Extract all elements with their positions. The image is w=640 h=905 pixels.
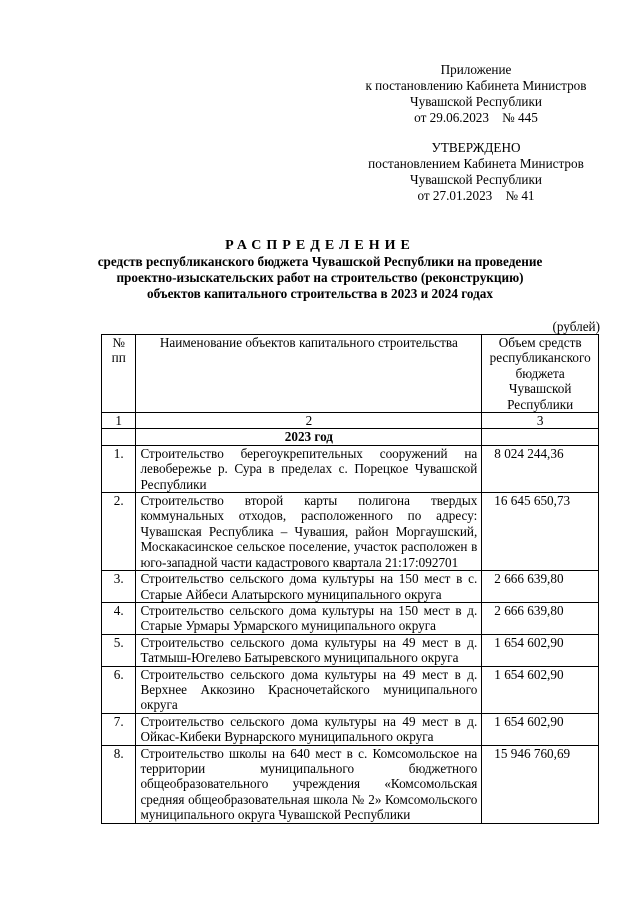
table-row [102,571,599,603]
row-object-name: Строительство сельского дома культуры на 49 мест в д. Верхнее Аккозино Красночетайского муниципального округа [136,666,482,713]
row-number: 2. [102,493,136,571]
approved-line-2: постановлением Кабинета Министров [368,156,584,171]
column-number-3: 3 [482,413,599,429]
approved-block [352,140,600,204]
row-number: 6. [102,666,136,713]
appendix-line-1: Приложение [440,62,512,77]
column-number-2: 2 [136,413,482,429]
column-number-1: 1 [102,413,136,429]
subtitle-line-2: проектно-изыскательских работ на строительство (реконструкцию) [116,270,524,285]
appendix-line-4: от 29.06.2023 № 445 [414,110,538,125]
row-object-name: Строительство сельского дома культуры на 150 мест в с. Старые Айбеси Алатырского муниципального округа [136,571,482,603]
distribution-table [101,334,599,824]
row-number: 1. [102,445,136,492]
document-title: РАСПРЕДЕЛЕНИЕ [225,238,415,253]
table-row [102,745,599,823]
column-number-row [102,413,599,429]
row-amount: 8 024 244,36 [482,445,599,492]
row-amount: 2 666 639,80 [482,571,599,603]
year-row [102,429,599,445]
appendix-line-3: Чувашской Республики [410,94,542,109]
header-number: № пп [102,335,136,413]
subtitle-line-3: объектов капитального строительства в 2023 и 2024 годах [147,286,493,301]
table-row [102,445,599,492]
header-amount: Объем средств республиканского бюджета Чувашской Республики [482,335,599,413]
appendix-line-2: к постановлению Кабинета Министров [365,78,587,93]
row-object-name: Строительство второй карты полигона твердых коммунальных отходов, расположенного по адресу: Чувашская Республика – Чувашия, район Моргаушский, Москакасинское сельское поселение, участок расположен в юго-западной части кадастрового квартала 21:17:092701 [136,493,482,571]
row-number: 8. [102,745,136,823]
table-header-row [102,335,599,413]
subtitle-line-1: средств республиканского бюджета Чувашской Республики на проведение [97,254,543,269]
table-row [102,602,599,634]
row-number: 5. [102,634,136,666]
row-amount: 1 654 602,90 [482,666,599,713]
header-object-name: Наименование объектов капитального строительства [136,335,482,413]
document-subtitle [0,254,640,302]
year-label: 2023 год [136,429,482,445]
row-object-name: Строительство сельского дома культуры на 49 мест в д. Ойкас-Кибеки Вурнарского муниципального округа [136,713,482,745]
row-amount: 15 946 760,69 [482,745,599,823]
row-object-name: Строительство школы на 640 мест в с. Комсомольское на территории муниципального бюджетного общеобразовательного учреждения «Комсомольская средняя общеобразовательная школа № 2» Комсомольского муниципального округа Чувашской Республики [136,745,482,823]
appendix-block [352,62,600,126]
row-number: 4. [102,602,136,634]
row-object-name: Строительство берегоукрепительных сооружений на левобережье р. Сура в пределах с. Порецкое Чувашской Республики [136,445,482,492]
row-amount: 16 645 650,73 [482,493,599,571]
row-number: 3. [102,571,136,603]
row-object-name: Строительство сельского дома культуры на 49 мест в д. Татмыш-Югелево Батыревского муниципального округа [136,634,482,666]
row-amount: 2 666 639,80 [482,602,599,634]
row-amount: 1 654 602,90 [482,713,599,745]
row-amount: 1 654 602,90 [482,634,599,666]
approved-line-1: УТВЕРЖДЕНО [431,140,521,155]
table-row [102,666,599,713]
table-row [102,634,599,666]
approved-line-3: Чувашской Республики [410,172,542,187]
approved-line-4: от 27.01.2023 № 41 [417,188,535,203]
table-row [102,713,599,745]
row-object-name: Строительство сельского дома культуры на 150 мест в д. Старые Урмары Урмарского муниципального округа [136,602,482,634]
units-label: (рублей) [552,319,600,334]
table-row [102,493,599,571]
row-number: 7. [102,713,136,745]
